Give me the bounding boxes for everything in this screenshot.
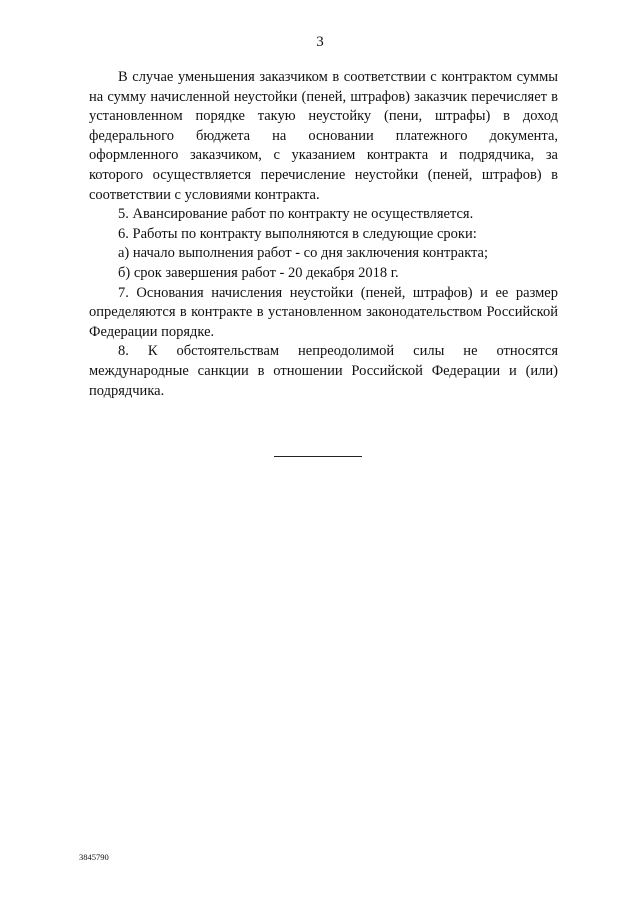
page-number: 3 bbox=[316, 34, 324, 50]
paragraph-item-6a: а) начало выполнения работ - со дня заключения контракта; bbox=[118, 245, 489, 262]
paragraph-item-6b: б) срок завершения работ - 20 декабря 2018 г. bbox=[118, 264, 399, 281]
paragraph-penalty-transfer: В случае уменьшения заказчиком в соответствии с контрактом суммы на сумму начисленной неустойки (пеней, штрафов) заказчик перечисляет в установленном порядке такую неустойку (пени, штрафы) в доход федерального бюджета на основании платежного документа, оформленного заказчиком, с указанием контракта и подрядчика, за которого осуществляется перечисление неустойки (пеней, штрафов) в соответствии с условиями контракта. bbox=[89, 69, 558, 203]
paragraph-item-7: 7. Основания начисления неустойки (пеней, штрафов) и ее размер определяются в контракте в установленном законодательством Российской Федерации порядке. bbox=[89, 284, 558, 340]
document-body bbox=[89, 68, 558, 401]
document-code: 3845790 bbox=[79, 852, 109, 862]
end-of-text-divider bbox=[274, 456, 362, 457]
paragraph-item-5: 5. Авансирование работ по контракту не осуществляется. bbox=[118, 206, 474, 223]
paragraph-item-8: 8. К обстоятельствам непреодолимой силы не относятся международные санкции в отношении Российской Федерации и (или) подрядчика. bbox=[89, 343, 558, 399]
paragraph-item-6: 6. Работы по контракту выполняются в следующие сроки: bbox=[118, 225, 477, 242]
